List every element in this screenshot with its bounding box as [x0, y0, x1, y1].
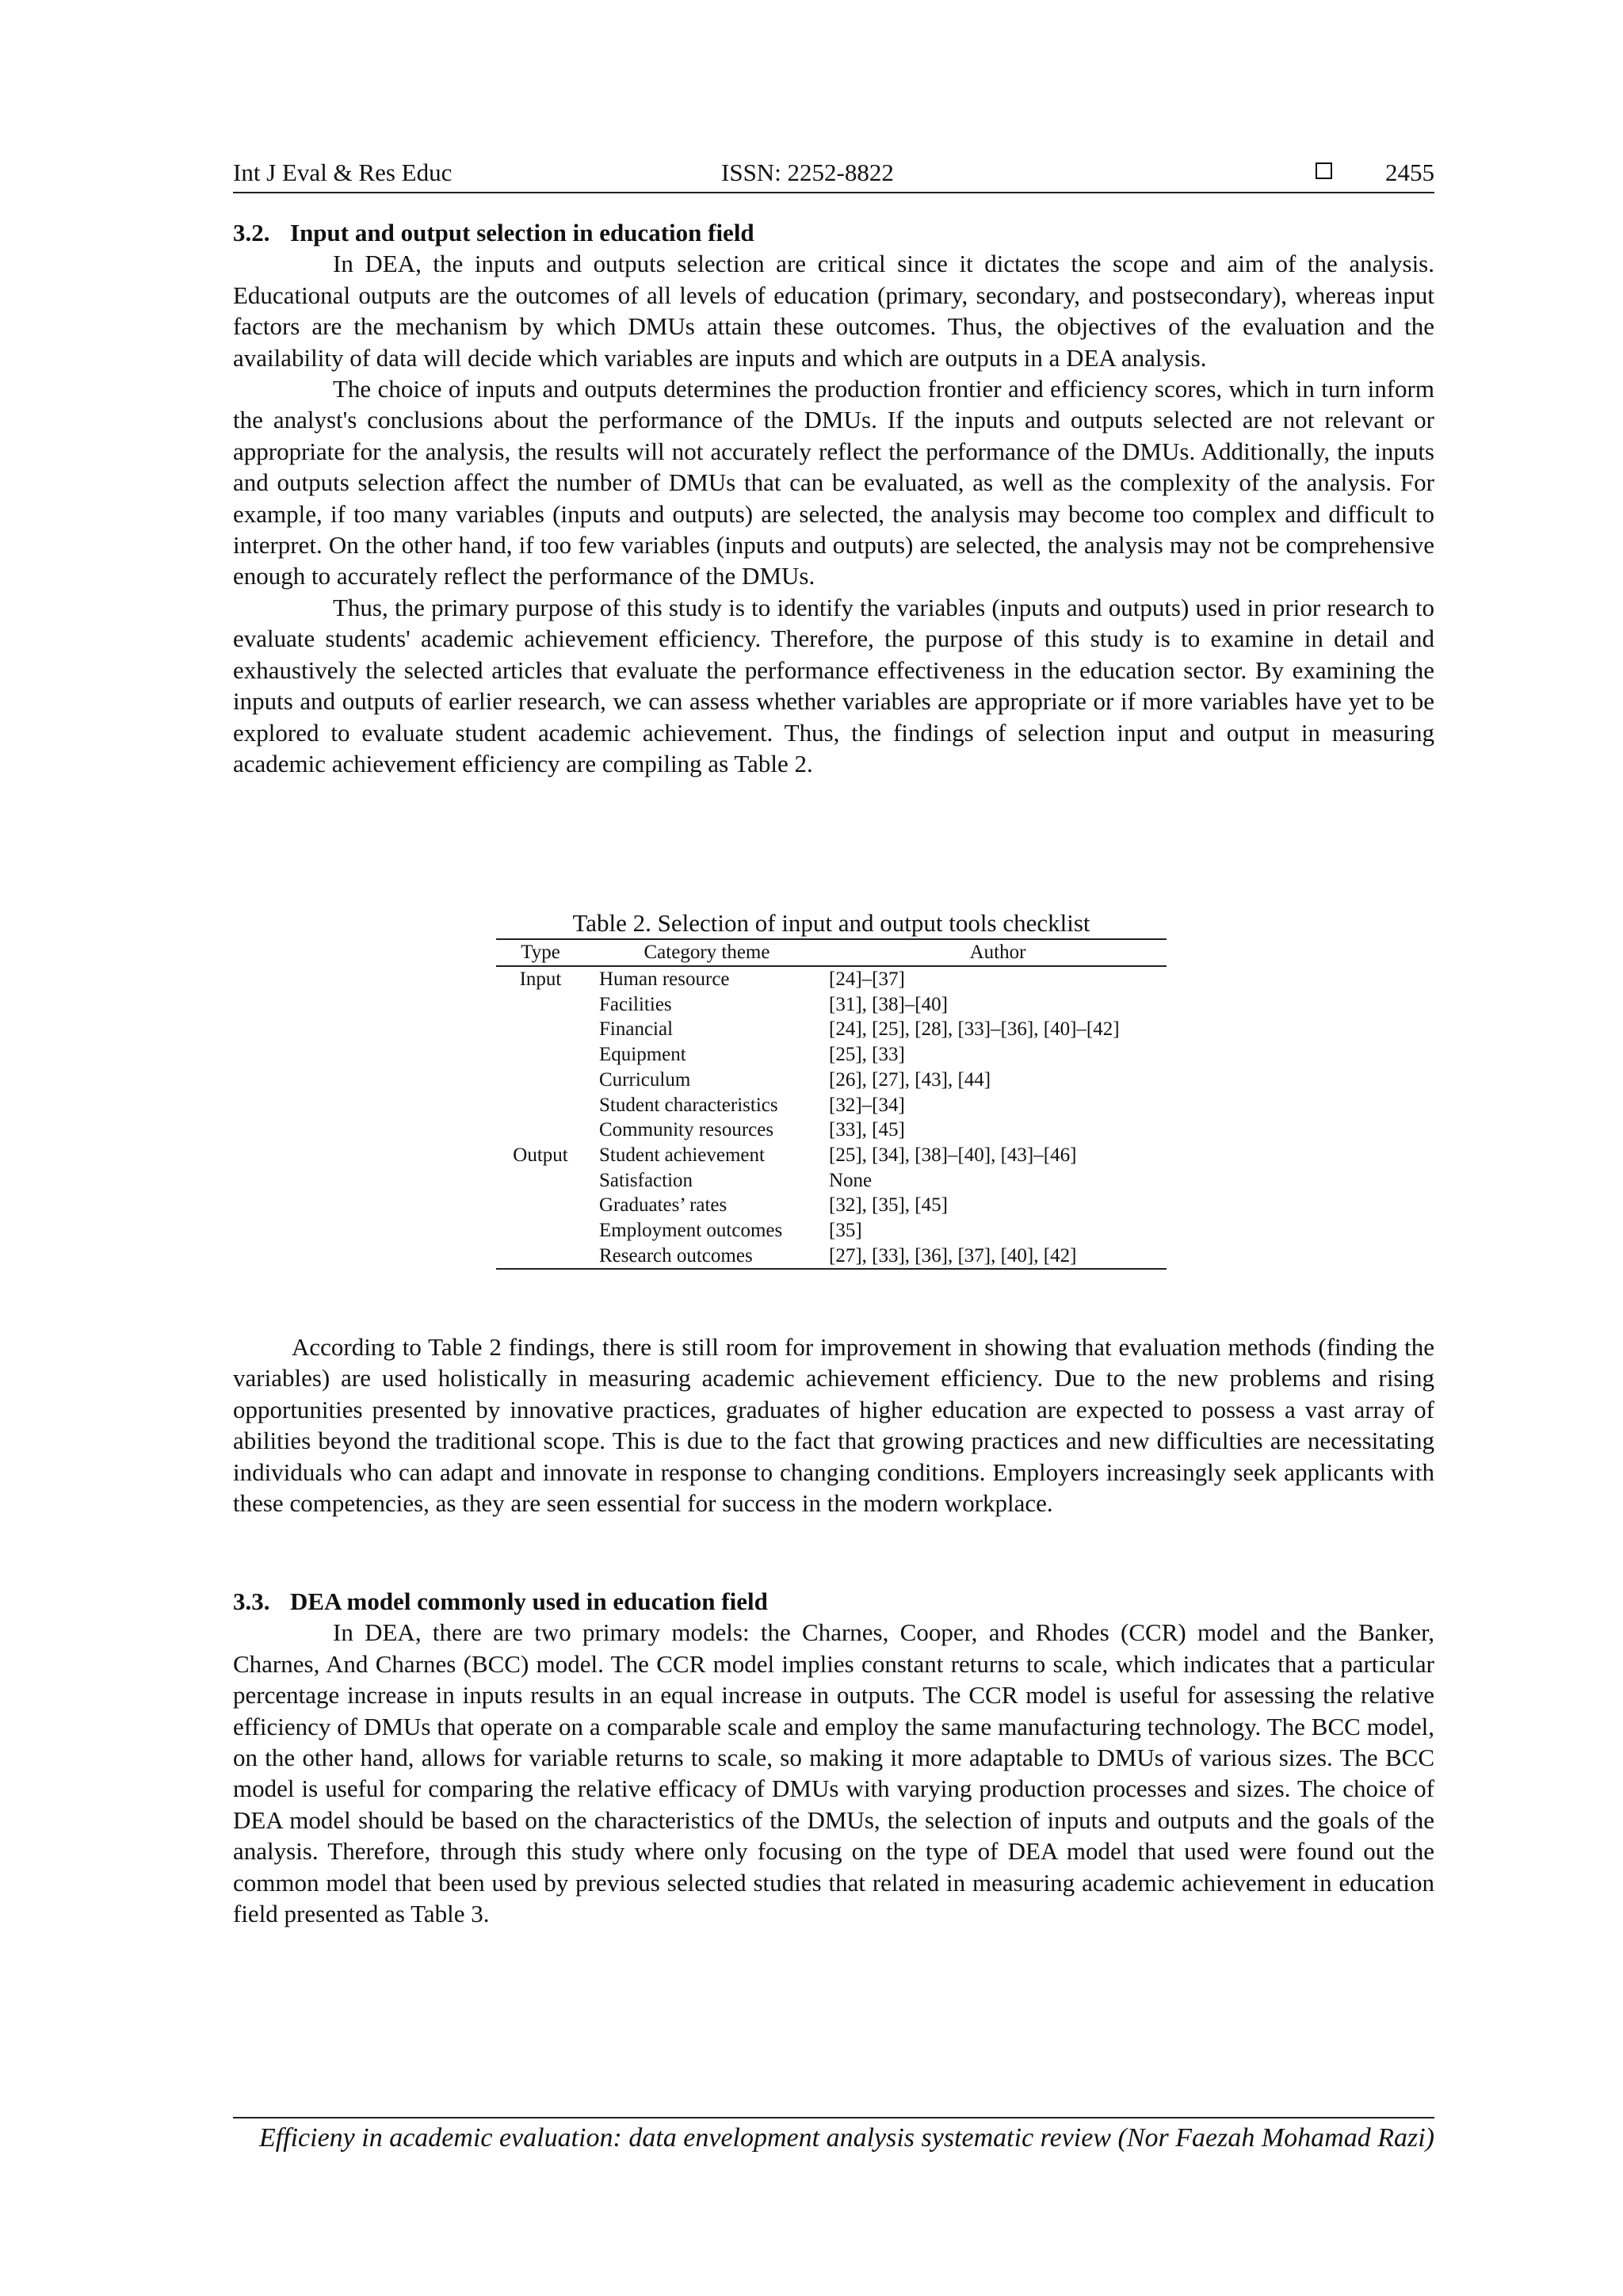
- cell-category: Graduates’ rates: [599, 1194, 727, 1217]
- table-2: [496, 908, 1167, 1270]
- paragraph: The choice of inputs and outputs determines the production frontier and efficiency scores, which in turn inform the analyst's conclusions about the performance of the DMUs. If the inputs and outputs selected are not relevant or appropriate for the analysis, the results will not accurately reflect the performance of the DMUs. Additionally, the inputs and outputs selection affect the number of DMUs that can be evaluated, as well as the complexity of the analysis. For example, if too many variables (inputs and outputs) are selected, the analysis may become too complex and difficult to interpret. On the other hand, if too few variables (inputs and outputs) are selected, the analysis may not be comprehensive enough to accurately reflect the performance of the DMUs.: [233, 375, 1434, 590]
- table-row: [496, 966, 1167, 992]
- cell-author: [24]–[37]: [829, 968, 905, 990]
- cell-type: [496, 1017, 585, 1042]
- section-heading: [233, 217, 1434, 248]
- table-row: [496, 1117, 1167, 1143]
- cell-author: [25], [33]: [829, 1044, 905, 1066]
- table-caption: Table 2. Selection of input and output tools checklist: [572, 909, 1090, 937]
- cell-type: [496, 1117, 585, 1143]
- cell-type: [496, 1218, 585, 1244]
- footer-citation: Efficieny in academic evaluation: data envelopment analysis systematic review (Nor Faezah Mohamad Razi): [258, 2123, 1434, 2153]
- column-header: Type: [496, 939, 585, 966]
- cell-type: Input: [519, 968, 562, 990]
- cell-category: Satisfaction: [599, 1169, 693, 1191]
- cell-type: [496, 1244, 585, 1270]
- cell-author: [26], [27], [43], [44]: [829, 1068, 991, 1091]
- table-row: [496, 1244, 1167, 1270]
- cell-author: [25], [34], [38]–[40], [43]–[46]: [829, 1144, 1077, 1166]
- cell-type: [496, 992, 585, 1018]
- after-table-text: [233, 1331, 1434, 1519]
- running-header: [233, 157, 1434, 193]
- section-number: 3.2.: [233, 219, 270, 246]
- table-row: [496, 1093, 1167, 1118]
- cell-type: [496, 1093, 585, 1118]
- section-3-3: [233, 1586, 1434, 1929]
- table-row: [496, 992, 1167, 1018]
- cell-type: [496, 1042, 585, 1068]
- paragraph: In DEA, the inputs and outputs selection are critical since it dictates the scope and aim of the analysis. Educational outputs are the outcomes of all levels of education (primary, secondary, and postsecondary), whereas input factors are the mechanism by which DMUs attain these outcomes. Thus, the objectives of the evaluation and the availability of data will decide which variables are inputs and which are outputs in a DEA analysis.: [233, 250, 1434, 372]
- cell-category: Equipment: [599, 1044, 686, 1066]
- cell-author: [33], [45]: [829, 1119, 905, 1141]
- paragraph: According to Table 2 findings, there is still room for improvement in showing that evaluation methods (finding the variables) are used holistically in measuring academic achievement efficiency. Due to the new problems and rising opportunities presented by innovative practices, graduates of higher education are expected to possess a vast array of abilities beyond the traditional scope. This is due to the fact that growing practices and new difficulties are necessitating individuals who can adapt and innovate in response to changing conditions. Employers increasingly seek applicants with these competencies, as they are seen essential for success in the modern workplace.: [233, 1333, 1434, 1518]
- section-number: 3.3.: [233, 1587, 270, 1615]
- footer-rule: [233, 2117, 1434, 2118]
- table-row: [496, 1143, 1167, 1168]
- table-row: [496, 1042, 1167, 1068]
- paragraph: In DEA, there are two primary models: the Charnes, Cooper, and Rhodes (CCR) model and the Banker, Charnes, And Charnes (BCC) model. The CCR model implies constant returns to scale, which indicates that a particular percentage increase in inputs results in an equal increase in outputs. The CCR model is useful for assessing the relative efficiency of DMUs that operate on a comparable scale and employ the same manufacturing technology. The BCC model, on the other hand, allows for variable returns to scale, so making it more adaptable to DMUs of various sizes. The BCC model is useful for comparing the relative efficacy of DMUs with varying production processes and sizes. The choice of DEA model should be based on the characteristics of the DMUs, the selection of inputs and outputs and the goals of the analysis. Therefore, through this study where only focusing on the type of DEA model that used were found out the common model that been used by previous selected studies that related in measuring academic achievement in education field presented as Table 3.: [233, 1618, 1434, 1928]
- cell-category: Human resource: [599, 968, 730, 990]
- section-3-2: [233, 217, 1434, 779]
- cell-category: Community resources: [599, 1119, 774, 1141]
- data-table: [496, 938, 1167, 1270]
- section-heading: [233, 1586, 1434, 1617]
- paragraph: Thus, the primary purpose of this study is to identify the variables (inputs and outputs) used in prior research to evaluate students' academic achievement efficiency. Therefore, the purpose of this study is to examine in detail and exhaustively the selected articles that evaluate the performance effectiveness in the education sector. By examining the inputs and outputs of earlier research, we can assess whether variables are appropriate or if more variables have yet to be explored to evaluate student academic achievement. Thus, the findings of selection input and output in measuring academic achievement efficiency are compiling as Table 2.: [233, 593, 1434, 777]
- cell-author: [35]: [829, 1220, 862, 1242]
- cell-author: [24], [25], [28], [33]–[36], [40]–[42]: [829, 1018, 1120, 1041]
- column-header: Category theme: [585, 939, 829, 966]
- cell-category: Research outcomes: [599, 1244, 753, 1266]
- column-header: Author: [829, 939, 1167, 966]
- section-title: Input and output selection in education field: [290, 219, 754, 246]
- cell-category: Student achievement: [599, 1144, 765, 1166]
- section-title: DEA model commonly used in education field: [290, 1587, 768, 1615]
- cell-author: None: [829, 1169, 873, 1191]
- cell-author: [27], [33], [36], [37], [40], [42]: [829, 1244, 1077, 1266]
- cell-type: [496, 1193, 585, 1218]
- cell-type: [496, 1168, 585, 1194]
- cell-type: Output: [513, 1144, 568, 1166]
- cell-category: Facilities: [599, 993, 672, 1015]
- cell-author: [32]–[34]: [829, 1094, 905, 1116]
- page-number: 2455: [1385, 159, 1434, 186]
- cell-category: Employment outcomes: [599, 1220, 783, 1242]
- table-row: [496, 1193, 1167, 1218]
- cell-author: [31], [38]–[40]: [829, 993, 948, 1015]
- checkbox-square-icon: [1316, 162, 1332, 179]
- issn: ISSN: 2252-8822: [721, 159, 894, 186]
- journal-name: Int J Eval & Res Educ: [233, 159, 453, 186]
- table-row: [496, 1168, 1167, 1194]
- table-row: [496, 1017, 1167, 1042]
- table-header-row: [496, 939, 1167, 966]
- cell-category: Curriculum: [599, 1068, 691, 1091]
- cell-category: Student characteristics: [599, 1094, 778, 1116]
- cell-author: [32], [35], [45]: [829, 1194, 948, 1217]
- cell-category: Financial: [599, 1018, 674, 1041]
- table-row: [496, 1218, 1167, 1244]
- cell-type: [496, 1068, 585, 1093]
- table-row: [496, 1068, 1167, 1093]
